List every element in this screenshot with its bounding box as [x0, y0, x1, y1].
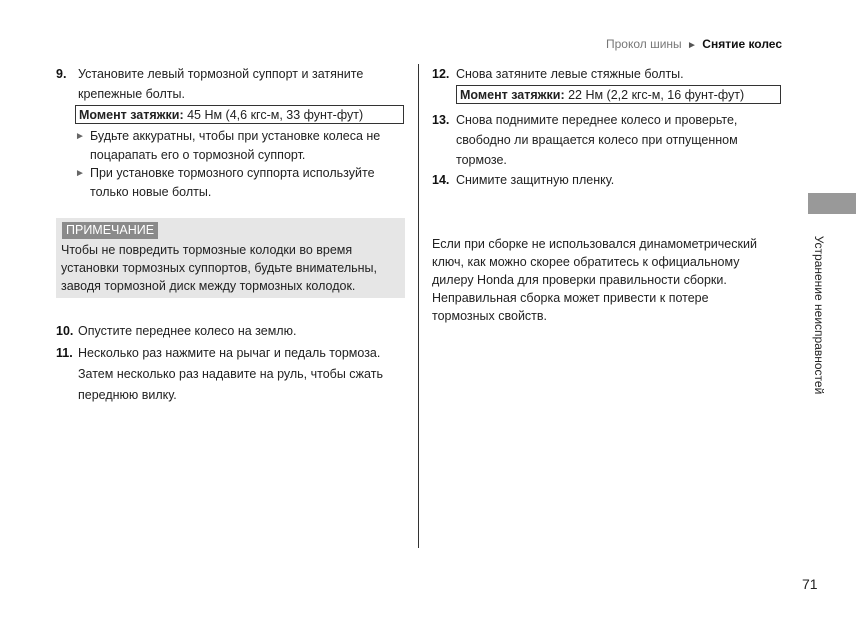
note-box [56, 218, 405, 298]
step-number: 14. [432, 173, 450, 187]
header-section: Прокол шины [606, 37, 682, 51]
bullet-arrow-icon: ► [75, 168, 85, 179]
text-line: Снова поднимите переднее колесо и проверьте, [456, 113, 738, 127]
section-side-label [809, 235, 829, 395]
step-number: 11. [56, 346, 73, 360]
text-line: Будьте аккуратны, чтобы при установке колеса не [90, 129, 381, 143]
text-line: Несколько раз нажмите на рычаг и педаль тормоза. [78, 346, 381, 360]
header-current: Снятие колес [702, 37, 782, 51]
torque-label: Момент затяжки: [460, 88, 565, 102]
torque-value: 22 Нм (2,2 кгс-м, 16 фунт-фут) [564, 88, 745, 102]
text-line: Снимите защитную пленку. [456, 173, 615, 187]
text-line: крепежные болты. [78, 87, 185, 101]
text-line: переднюю вилку. [78, 388, 177, 402]
step-12-text [456, 64, 684, 84]
side-label-text: Устранение неисправностей [812, 235, 826, 395]
text-line: Снова затяните левые стяжные болты. [456, 67, 684, 81]
text-line: дилеру Honda для проверки правильности сборки. [432, 273, 727, 287]
text-line: Неправильная сборка может привести к потере [432, 291, 709, 305]
bullet-arrow-icon: ► [75, 131, 85, 142]
torque-box [456, 85, 781, 104]
step-13-text [456, 110, 738, 170]
torque-box [75, 105, 404, 124]
step-number: 12. [432, 67, 450, 81]
text-line: Чтобы не повредить тормозные колодки во время [61, 243, 353, 257]
text-line: поцарапать его о тормозной суппорт. [90, 148, 306, 162]
step-number: 10. [56, 324, 74, 338]
page-number: 71 [802, 576, 818, 592]
text-line: свободно ли вращается колесо при отпущенном [456, 133, 738, 147]
torque-value: 45 Нм (4,6 кгс-м, 33 фунт-фут) [183, 108, 364, 122]
text-line: При установке тормозного суппорта используйте [90, 166, 375, 180]
bullet-item [75, 127, 380, 165]
step-10-text [78, 321, 296, 341]
note-title: ПРИМЕЧАНИЕ [62, 222, 158, 239]
step-11-text [78, 343, 383, 406]
step-14-text [456, 170, 614, 190]
text-line: Установите левый тормозной суппорт и затяните [78, 67, 364, 81]
text-line: заводя тормозной диск между тормозных колодок. [61, 279, 356, 293]
section-tab-marker [808, 193, 856, 214]
running-header [606, 37, 782, 51]
step-number: 9. [56, 67, 67, 81]
column-divider [418, 64, 419, 548]
text-line: ключ, как можно скорее обратитесь к официальному [432, 255, 740, 269]
text-line: Опустите переднее колесо на землю. [78, 324, 297, 338]
text-line: только новые болты. [90, 185, 212, 199]
step-number: 13. [432, 113, 450, 127]
torque-label: Момент затяжки: [79, 108, 184, 122]
text-line: тормозных свойств. [432, 309, 548, 323]
text-line: установки тормозных суппортов, будьте внимательны, [61, 261, 377, 275]
header-arrow-icon: ► [687, 40, 697, 51]
text-line: Если при сборке не использовался динамометрический [432, 237, 757, 251]
note-text [61, 241, 377, 295]
text-line: тормозе. [456, 153, 507, 167]
warning-paragraph [432, 235, 757, 325]
step-9-text [78, 64, 363, 104]
text-line: Затем несколько раз надавите на руль, чтобы сжать [78, 367, 383, 381]
bullet-item [75, 164, 375, 202]
